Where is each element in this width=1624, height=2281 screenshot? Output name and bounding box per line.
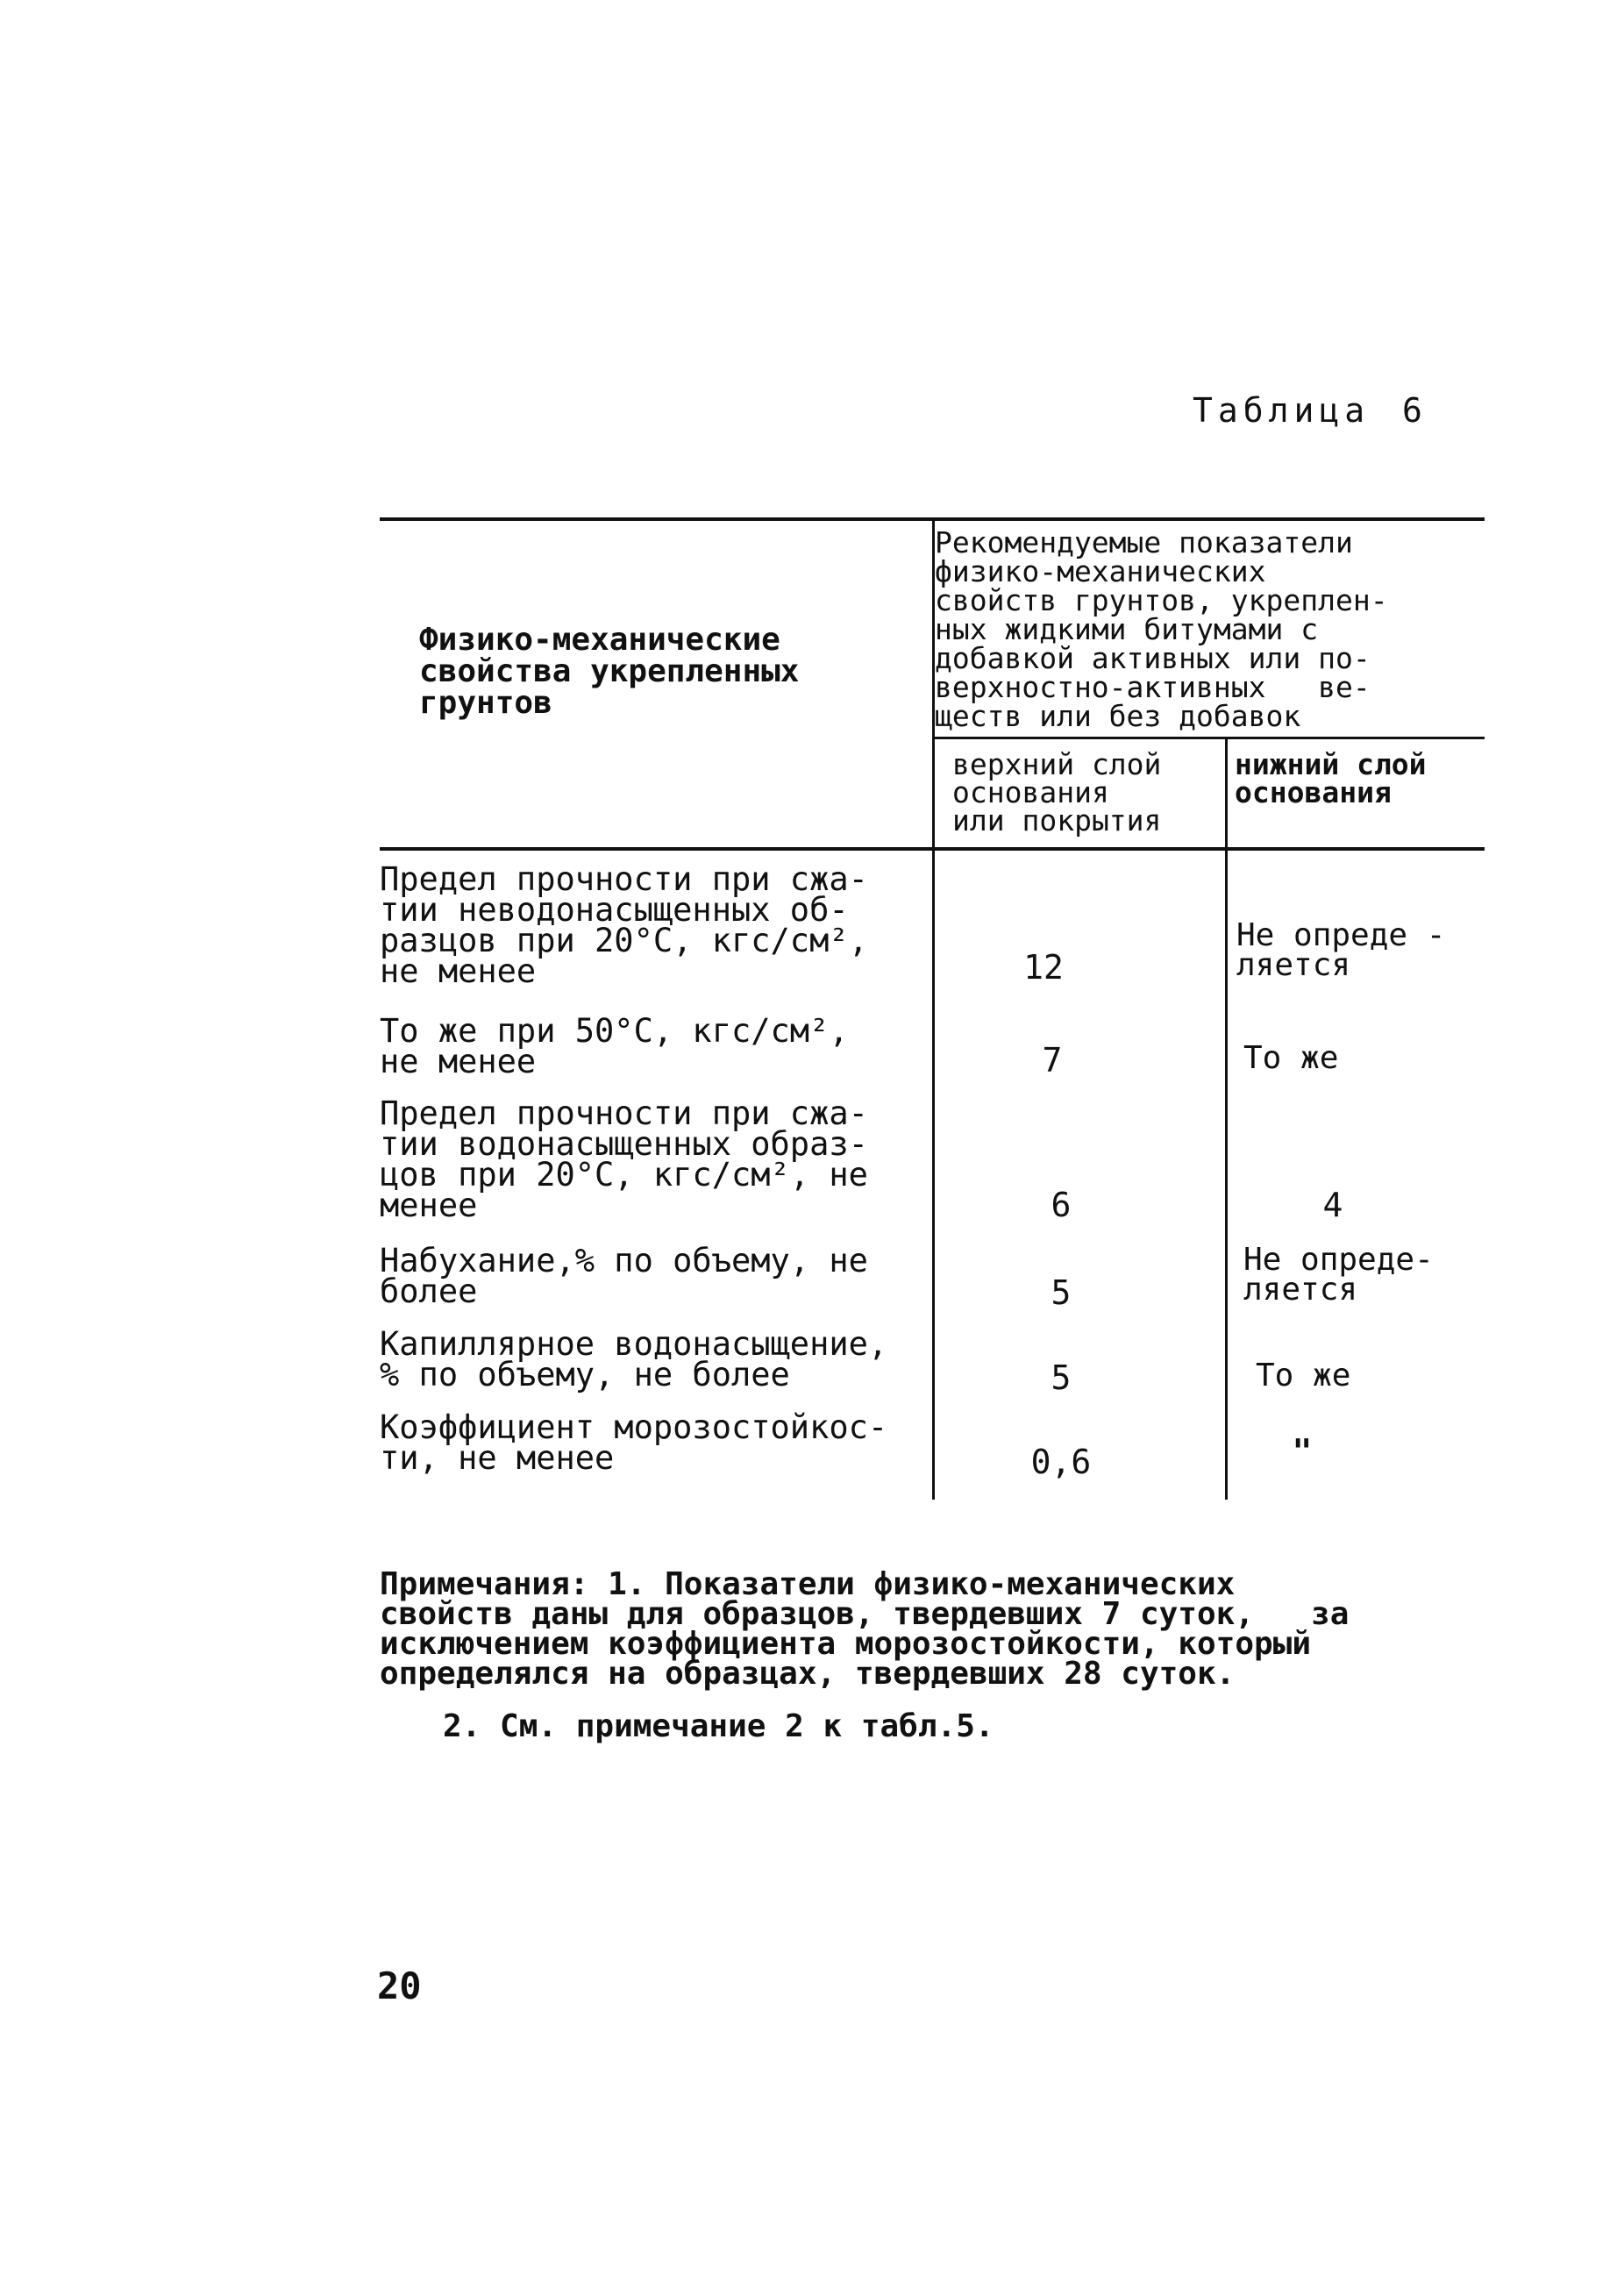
row-6-lower-value: "	[1292, 1432, 1313, 1471]
note-2: 2. См. примечание 2 к табл.5.	[443, 1708, 994, 1744]
row-2-upper-value: 7	[1042, 1041, 1063, 1080]
header-group-rule	[932, 737, 1485, 739]
row-2-label: То же при 50°С, кгс/см², не менее	[380, 1012, 849, 1080]
row-3-upper-value: 6	[1051, 1186, 1072, 1224]
column-divider-2	[1225, 738, 1228, 1500]
header-group: Рекомендуемые показатели физико-механических свойств грунтов, укреплен- ных жидкими битумами с добавкой активных или по- верхностно-активных ве- ществ или без добавок	[935, 525, 1388, 733]
row-6-upper-value: 0,6	[1030, 1443, 1092, 1481]
row-2-lower-value: То же	[1243, 1040, 1339, 1076]
row-5-lower-value: То же	[1256, 1358, 1351, 1394]
row-3-lower-value: 4	[1322, 1186, 1343, 1224]
table-title	[1193, 391, 1422, 430]
row-4-lower-value: Не опреде- ляется	[1243, 1242, 1434, 1308]
note-1: Примечания: 1. Показатели физико-механических свойств даны для образцов, твердевших 7 суток, за исключением коэффициента морозостойкости, который определялся на образцах, твердевших 28 суток.	[380, 1566, 1350, 1692]
row-4-label: Набухание,% по объему, не более	[380, 1242, 868, 1310]
header-col1: Физико-механические свойства укрепленных грунтов	[419, 622, 800, 721]
table-title-label: Таблица	[1193, 391, 1371, 430]
row-1-lower-value: Не опреде - ляется	[1236, 917, 1446, 983]
row-6-label: Коэффициент морозостойкос- ти, не менее	[380, 1408, 888, 1477]
row-5-label: Капиллярное водонасыщение, % по объему, не более	[380, 1325, 888, 1394]
row-5-upper-value: 5	[1051, 1358, 1072, 1397]
header-col2: верхний слой основания или покрытия	[952, 747, 1162, 838]
row-3-label: Предел прочности при сжа- тии водонасыщенных образ- цов при 20°С, кгс/см², не менее	[380, 1094, 868, 1224]
header-col3: нижний слой основания	[1235, 747, 1427, 809]
page-number: 20	[377, 1964, 422, 2007]
row-1-label: Предел прочности при сжа- тии неводонасыщенных об- разцов при 20°С, кгс/см², не менее	[380, 860, 868, 990]
row-4-upper-value: 5	[1051, 1273, 1072, 1312]
table-title-number: 6	[1402, 391, 1422, 430]
row-1-upper-value: 12	[1023, 948, 1064, 987]
